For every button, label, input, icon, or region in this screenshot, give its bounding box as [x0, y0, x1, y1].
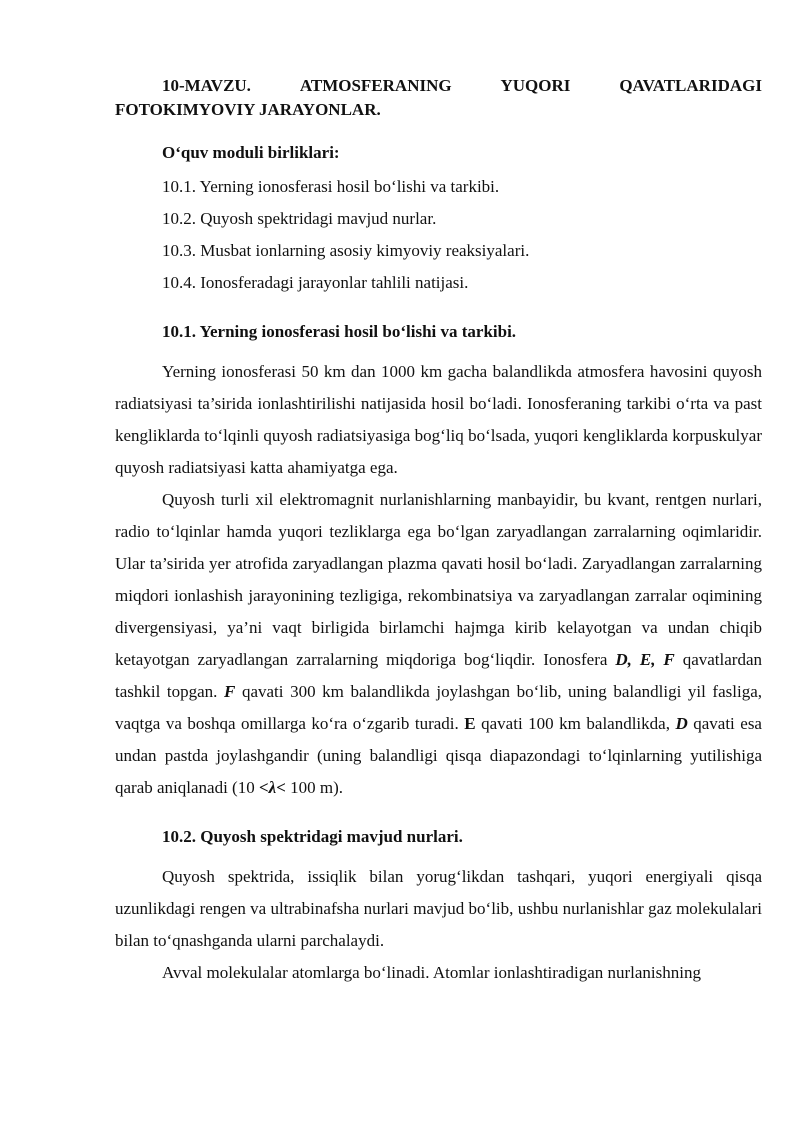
- section-1-heading: 10.1. Yerning ionosferasi hosil bo‘lishi va tarkibi.: [162, 322, 517, 341]
- section-2-paragraph-2: Avval molekulalar atomlarga bo‘linadi. Atomlar ionlashtiradigan nurlanishning: [162, 963, 701, 982]
- section-2-paragraph-1: Quyosh spektrida, issiqlik bilan yorug‘likdan tashqari, yuqori energiyali qisqa uzunlikdagi rengen va ultrabinafsha nurlari mavjud bo‘lib, ushbu nurlanishlar gaz molekulalari bilan to‘qnashganda ularni parchalaydi.: [115, 867, 762, 950]
- module-item: 10.4. Ionosferadagi jarayonlar tahlili natijasi.: [162, 273, 469, 292]
- layer-e-label-2: E: [464, 714, 476, 733]
- title-word: 10-MAVZU.: [162, 76, 251, 95]
- section-1-paragraph-1: Yerning ionosferasi 50 km dan 1000 km gacha balandlikda atmosfera havosini quyosh radiatsiyasi ta’sirida ionlashtirilishi natijasida hosil bo‘ladi. Ionosferaning tarkibi o‘rta va past kengliklarda to‘lqinli quyosh radiatsiyasiga bog‘liq bo‘lsada, yuqori kengliklarda korpuskulyar quyosh radiatsiyasi katta ahamiyatga ega.: [115, 362, 762, 477]
- title-word: ATMOSFERANING: [299, 76, 452, 95]
- modules-list: [115, 171, 762, 299]
- title-word: QAVATLARIDAGI: [619, 76, 762, 95]
- layer-e-label: E,: [639, 650, 656, 669]
- section-2-heading: 10.2. Quyosh spektridagi mavjud nurlari.: [162, 827, 463, 846]
- module-item: 10.3. Musbat ionlarning asosiy kimyoviy reaksiyalari.: [162, 241, 530, 260]
- layer-f-label-2: F: [224, 682, 236, 701]
- title-word: YUQORI: [500, 76, 571, 95]
- module-item: 10.1. Yerning ionosferasi hosil bo‘lishi va tarkibi.: [162, 177, 500, 196]
- text-run: qavati 300 km balandlikda joylashgan bo‘lib, uning balandligi yil fasliga, vaqtga va boshqa omillarga ko‘ra o‘zgarib turadi.: [115, 682, 763, 733]
- title-line-2: FOTOKIMYOVIY JARAYONLAR.: [115, 100, 381, 119]
- layer-d-label-2: D: [675, 714, 688, 733]
- document-title: [115, 74, 762, 122]
- layer-f-label: F: [663, 650, 675, 669]
- text-run: qavati esa undan pastda joylashgandir (uning balandligi qisqa diapazondagi to‘lqinlarning yutilishiga qarab aniqlanadi (10: [115, 714, 762, 797]
- layer-d-label: D,: [615, 650, 632, 669]
- lambda-expression: <λ<: [258, 778, 286, 797]
- text-run: qavatlardan tashkil topgan.: [115, 650, 762, 701]
- text-run: qavati 100 km balandlikda,: [475, 714, 676, 733]
- modules-heading: O‘quv moduli birliklari:: [162, 143, 340, 162]
- text-run: Quyosh turli xil elektromagnit nurlanishlarning manbayidir, bu kvant, rentgen nurlari, radio to‘lqinlar hamda yuqori tezliklarga ega bo‘lgan zaryadlangan zarralarning oqimlaridir. Ular ta’sirida yer atrofida zaryadlangan plazma qavati hosil bo‘ladi. Zaryadlangan zarralarning miqdori ionlashish jarayonining tezligiga, rekombinatsiya va zaryadlangan zarralar oqimining divergensiyasi, ya’ni vaqt birligida birlamchi hajmga kirib kelayotgan va undan chiqib ketayotgan zaryadlangan zarralarning miqdoriga bog‘liqdir. Ionosfera: [115, 490, 762, 669]
- section-1-paragraph-2: [115, 484, 762, 804]
- module-item: 10.2. Quyosh spektridagi mavjud nurlar.: [162, 209, 437, 228]
- title-line-1: [115, 74, 762, 98]
- text-run: 100 m).: [285, 778, 344, 797]
